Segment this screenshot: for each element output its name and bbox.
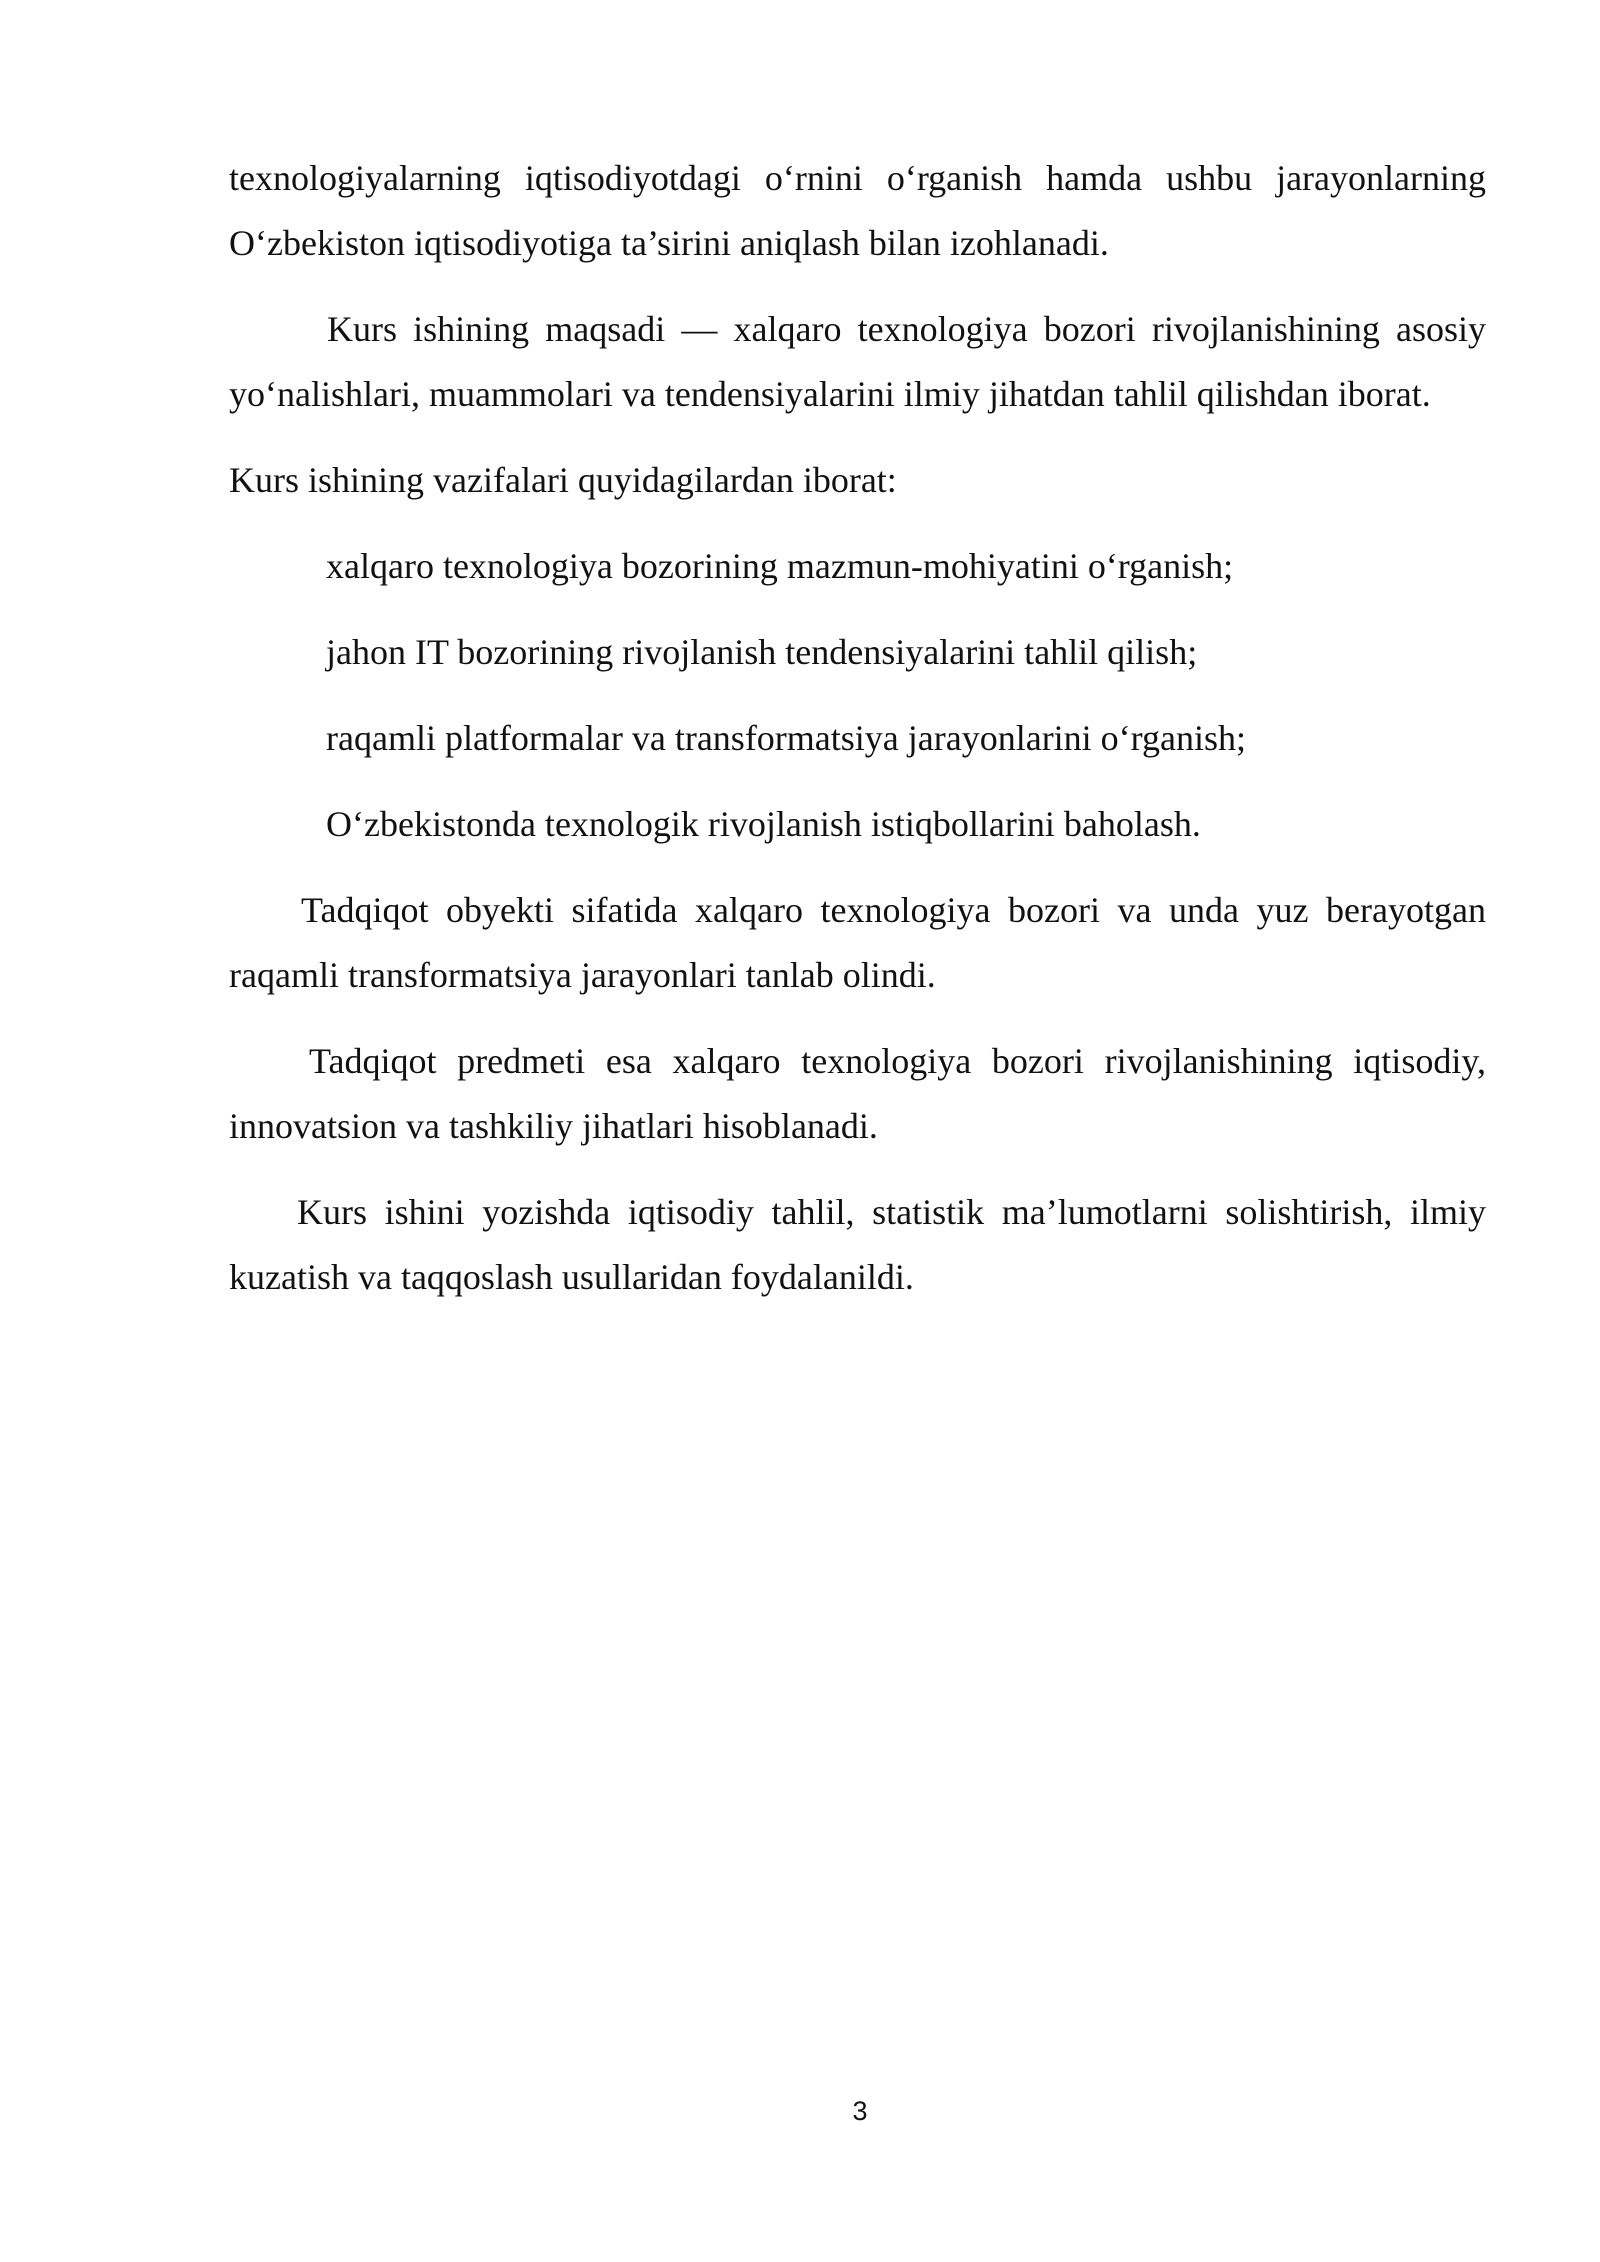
document-body — [229, 146, 1486, 1331]
list-item: xalqaro texnologiya bozorining mazmun-mohiyatini o‘rganish; — [326, 546, 1234, 586]
page-number: 3 — [852, 2096, 868, 2126]
paragraph-tasks-heading: Kurs ishining vazifalari quyidagilardan iborat: — [229, 460, 897, 500]
paragraph-intro-continuation: texnologiyalarning iqtisodiyotdagi o‘rnini o‘rganish hamda ushbu jarayonlarning O‘zbekiston iqtisodiyotiga ta’sirini aniqlash bilan izohlanadi. — [229, 158, 1486, 263]
paragraph-methods: Kurs ishini yozishda iqtisodiy tahlil, statistik ma’lumotlarni solishtirish, ilmiy kuzatish va taqqoslash usullaridan foydalanildi. — [229, 1192, 1486, 1297]
list-item: jahon IT bozorining rivojlanish tendensiyalarini tahlil qilish; — [326, 632, 1198, 672]
tasks-list — [229, 534, 1486, 857]
paragraph-object: Tadqiqot obyekti sifatida xalqaro texnologiya bozori va unda yuz berayotgan raqamli transformatsiya jarayonlari tanlab olindi. — [229, 890, 1486, 995]
paragraph-goal: Kurs ishining maqsadi — xalqaro texnologiya bozori rivojlanishining asosiy yo‘nalishlari, muammolari va tendensiyalarini ilmiy jihatdan tahlil qilishdan iborat. — [229, 309, 1486, 414]
paragraph-subject: Tadqiqot predmeti esa xalqaro texnologiya bozori rivojlanishining iqtisodiy, innovatsion va tashkiliy jihatlari hisoblanadi. — [229, 1041, 1486, 1146]
list-item: raqamli platformalar va transformatsiya jarayonlarini o‘rganish; — [326, 718, 1247, 758]
list-item: O‘zbekistonda texnologik rivojlanish istiqbollarini baholash. — [326, 804, 1201, 844]
